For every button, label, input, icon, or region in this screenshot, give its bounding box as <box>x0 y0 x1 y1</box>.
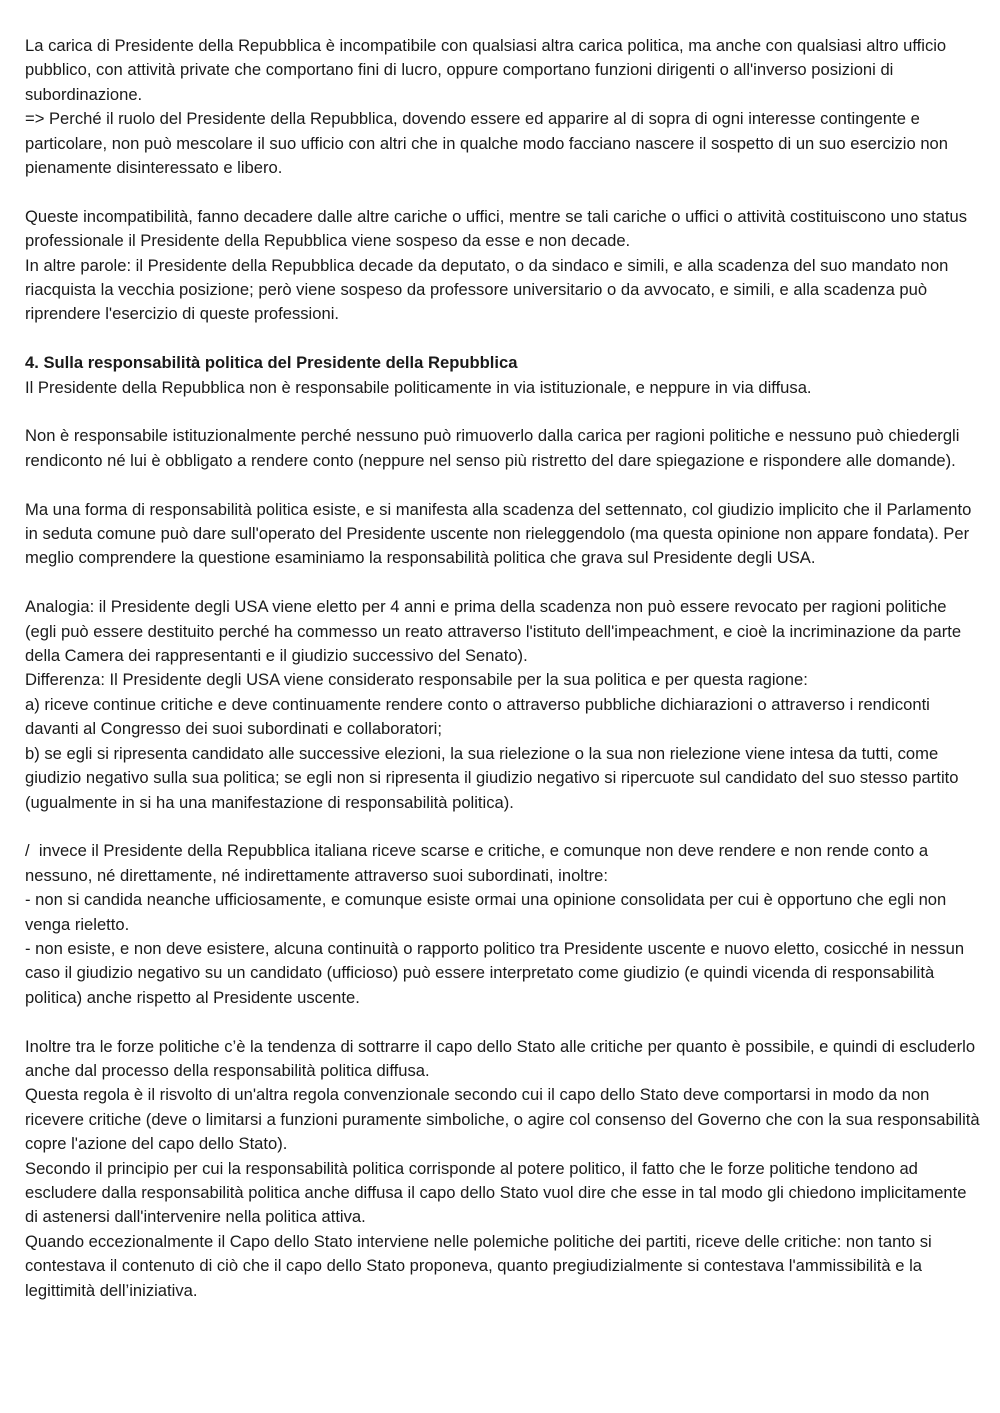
text-line: Questa regola è il risvolto di un'altra regola convenzionale secondo cui il capo dello Stato deve comportarsi in modo da non ricevere critiche (deve o limitarsi a funzioni puramente simboliche, o agire col consenso del Governo che con la sua responsabilità copre l'azione del capo dello Stato). <box>25 1085 985 1154</box>
section-responsabilita <box>25 351 980 400</box>
paragraph-decadenza <box>25 205 980 327</box>
text-line: Analogia: il Presidente degli USA viene eletto per 4 anni e prima della scadenza non può essere revocato per ragioni politiche (egli può essere destituito perché ha commesso un reato attraverso l'istituto dell'impeachment, e cioè la incriminazione da parte della Camera dei rappresentanti e il giudizio successivo del Senato). <box>25 597 966 666</box>
document-page <box>25 34 985 1327</box>
text-line: Secondo il principio per cui la responsabilità politica corrisponde al potere politico, il fatto che le forze politiche tendono ad escludere dalla responsabilità politica anche diffusa il capo dello Stato vuol dire che esse in tal modo gli chiedono implicitamente di astenersi dall'intervenire nella politica attiva. <box>25 1158 972 1227</box>
paragraph-settennato <box>25 498 980 571</box>
paragraph-italia <box>25 839 980 1010</box>
list-item: - non esiste, e non deve esistere, alcuna continuità o rapporto politico tra Presidente uscente e nuovo eletto, cosicché in nessun caso il giudizio negativo su un candidato (ufficioso) può essere interpretato come giudizio (e quindi vicenda di responsabilità politica) anche rispetto al Presidente uscente. <box>25 938 969 1007</box>
list-item: - non si candida neanche ufficiosamente, e comunque esiste ormai una opinione consolidata per cui è opportuno che egli non venga rieletto. <box>25 890 951 934</box>
text-line: => Perché il ruolo del Presidente della Repubblica, dovendo essere ed apparire al di sopra di ogni interesse contingente e particolare, non può mescolare il suo ufficio con altri che in qualche modo facciano nascere il sospetto di un suo esercizio non pienamente disinteressato e libero. <box>25 109 953 178</box>
text-line: Inoltre tra le forze politiche c’è la tendenza di sottrarre il capo dello Stato alle critiche per quanto è possibile, e quindi di escluderlo anche dal processo della responsabilità politica diffusa. <box>25 1036 980 1080</box>
list-item: b) se egli si ripresenta candidato alle successive elezioni, la sua rielezione o la sua non rielezione viene intesa da tutti, come giudizio negativo sulla sua politica; se egli non si ripresenta il giudizio negativo si ripercuote sul candidato del suo stesso partito (ugualmente in si ha una manifestazione di responsabilità politica). <box>25 743 964 812</box>
text-line: Differenza: Il Presidente degli USA viene considerato responsabile per la sua politica e per questa ragione: <box>25 670 808 690</box>
text-line: La carica di Presidente della Repubblica è incompatibile con qualsiasi altra carica politica, ma anche con qualsiasi altro ufficio pubblico, con attività private che comportano fini di lucro, oppure comportano funzioni dirigenti o all'inverso posizioni di subordinazione. <box>25 36 951 104</box>
paragraph-usa <box>25 595 980 815</box>
text-line: Il Presidente della Repubblica non è responsabile politicamente in via istituzionale, e neppure in via diffusa. <box>25 377 812 397</box>
paragraph-incompatibilita <box>25 34 980 180</box>
paragraph-istituzionale <box>25 424 980 473</box>
text-line: / invece il Presidente della Repubblica italiana riceve scarse e critiche, e comunque non deve rendere e non rende conto a nessuno, né direttamente, né indirettamente attraverso suoi subordinati, inoltre: <box>25 841 933 885</box>
text-line: Ma una forma di responsabilità politica esiste, e si manifesta alla scadenza del settennato, col giudizio implicito che il Parlamento in seduta comune può dare sull'operato del Presidente uscente non rieleggendolo (ma questa opinione non appare fondata). Per meglio comprendere la questione esaminiamo la responsabilità politica che grava sul Presidente degli USA. <box>25 499 976 568</box>
text-line: Non è responsabile istituzionalmente perché nessuno può rimuoverlo dalla carica per ragioni politiche e nessuno può chiedergli rendiconto né lui è obbligato a rendere conto (neppure nel senso più ristretto del dare spiegazione e rispondere alle domande). <box>25 426 965 470</box>
paragraph-forze-politiche <box>25 1035 985 1303</box>
list-item: a) riceve continue critiche e deve continuamente rendere conto o attraverso pubbliche dichiarazioni o attraverso i rendiconti davanti al Congresso dei suoi subordinati e collaboratori; <box>25 694 935 739</box>
section-heading: 4. Sulla responsabilità politica del Presidente della Repubblica <box>25 353 518 373</box>
text-line: In altre parole: il Presidente della Repubblica decade da deputato, o da sindaco e simili, e alla scadenza del suo mandato non riacquista la vecchia posizione; però viene sospeso da professore universitario o da avvocato, e simili, e alla scadenza può riprendere l'esercizio di queste professioni. <box>25 255 954 324</box>
text-line: Quando eccezionalmente il Capo dello Stato interviene nelle polemiche politiche dei partiti, riceve delle critiche: non tanto si contestava il contenuto di ciò che il capo dello Stato proponeva, quanto pregiudizialmente si contestava l'ammissibilità e la legittimità dell’iniziativa. <box>25 1231 937 1300</box>
text-line: Queste incompatibilità, fanno decadere dalle altre cariche o uffici, mentre se tali cariche o uffici o attività costituiscono uno status professionale il Presidente della Repubblica viene sospeso da esse e non decade. <box>25 206 972 251</box>
